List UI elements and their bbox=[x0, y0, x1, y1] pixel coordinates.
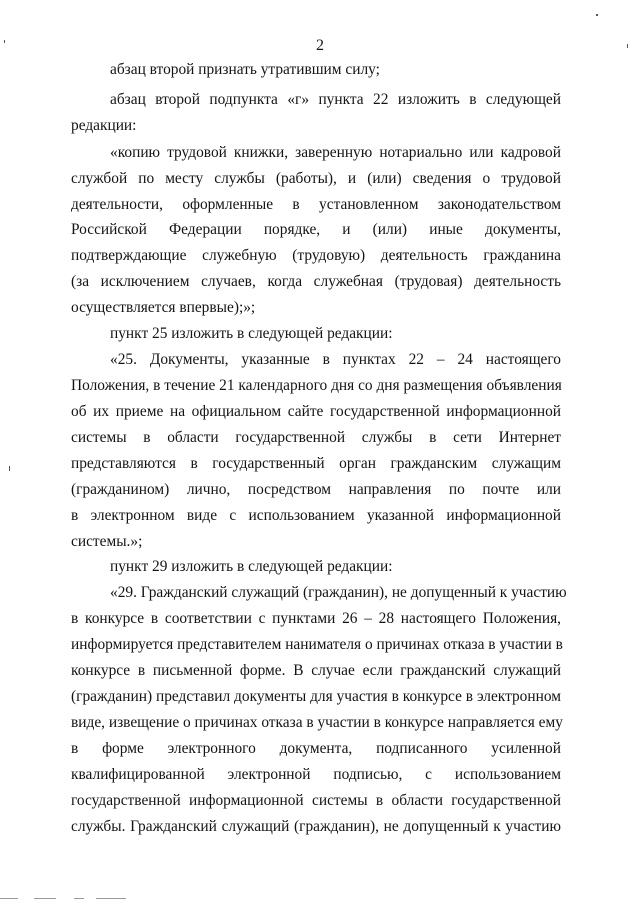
text-line: системы.»; bbox=[71, 533, 143, 550]
text-line: информируется представителем нанимателя о причинах отказа в участии в bbox=[71, 636, 563, 653]
text-line: квалифицированной электронной подписью, с использованием bbox=[71, 766, 561, 783]
text-line: системы в области государственной службы в сети Интернет bbox=[71, 429, 561, 446]
scan-speck bbox=[596, 14, 598, 16]
text-line: абзац второй признать утратившим силу; bbox=[110, 61, 380, 78]
text-line: в электронном виде с использованием указанной информационной bbox=[71, 507, 561, 524]
text-line: «копию трудовой книжки, заверенную нотариально или кадровой bbox=[110, 144, 561, 161]
text-line: осуществляется впервые);»; bbox=[71, 299, 256, 316]
text-line: Положения, в течение 21 календарного дня со дня размещения объявления bbox=[71, 377, 562, 394]
text-line: конкурсе в письменной форме. В случае если гражданский служащий bbox=[71, 662, 561, 679]
text-line: пункт 25 изложить в следующей редакции: bbox=[110, 325, 393, 342]
text-line: службой по месту службы (работы), и (или) сведения о трудовой bbox=[71, 170, 561, 187]
text-line: в форме электронного документа, подписанного усиленной bbox=[71, 740, 561, 757]
text-line: службы. Гражданский служащий (гражданин), не допущенный к участию bbox=[71, 818, 561, 835]
page-number: 2 bbox=[316, 37, 324, 54]
scan-edge-marks bbox=[0, 898, 640, 902]
text-line: «25. Документы, указанные в пунктах 22 – 24 настоящего bbox=[110, 351, 561, 368]
text-line: (гражданином) лично, посредством направления по почте или bbox=[71, 481, 561, 498]
scan-speck bbox=[4, 40, 5, 43]
text-line: виде, извещение о причинах отказа в участии в конкурсе направляется ему bbox=[71, 714, 563, 731]
text-line: об их приеме на официальном сайте государственной информационной bbox=[71, 403, 561, 420]
text-line: деятельности, оформленные в установленном законодательством bbox=[71, 196, 561, 213]
text-line: (гражданин) представил документы для участия в конкурсе в электронном bbox=[71, 688, 561, 705]
text-line: абзац второй подпункта «г» пункта 22 изложить в следующей bbox=[110, 91, 561, 108]
text-line: (за исключением случаев, когда служебная (трудовая) деятельность bbox=[71, 273, 561, 290]
text-line: подтверждающие служебную (трудовую) деятельность гражданина bbox=[71, 247, 561, 264]
scan-speck bbox=[9, 466, 10, 471]
text-line: пункт 29 изложить в следующей редакции: bbox=[110, 558, 393, 575]
scan-speck bbox=[627, 44, 628, 48]
text-line: представляются в государственный орган гражданским служащим bbox=[71, 455, 561, 472]
text-line: Российской Федерации порядке, и (или) иные документы, bbox=[71, 221, 561, 238]
text-line: редакции: bbox=[71, 117, 137, 134]
text-line: в конкурсе в соответствии с пунктами 26 – 28 настоящего Положения, bbox=[71, 610, 561, 627]
text-line: государственной информационной системы в области государственной bbox=[71, 792, 561, 809]
text-line: «29. Гражданский служащий (гражданин), не допущенный к участию bbox=[110, 584, 567, 601]
